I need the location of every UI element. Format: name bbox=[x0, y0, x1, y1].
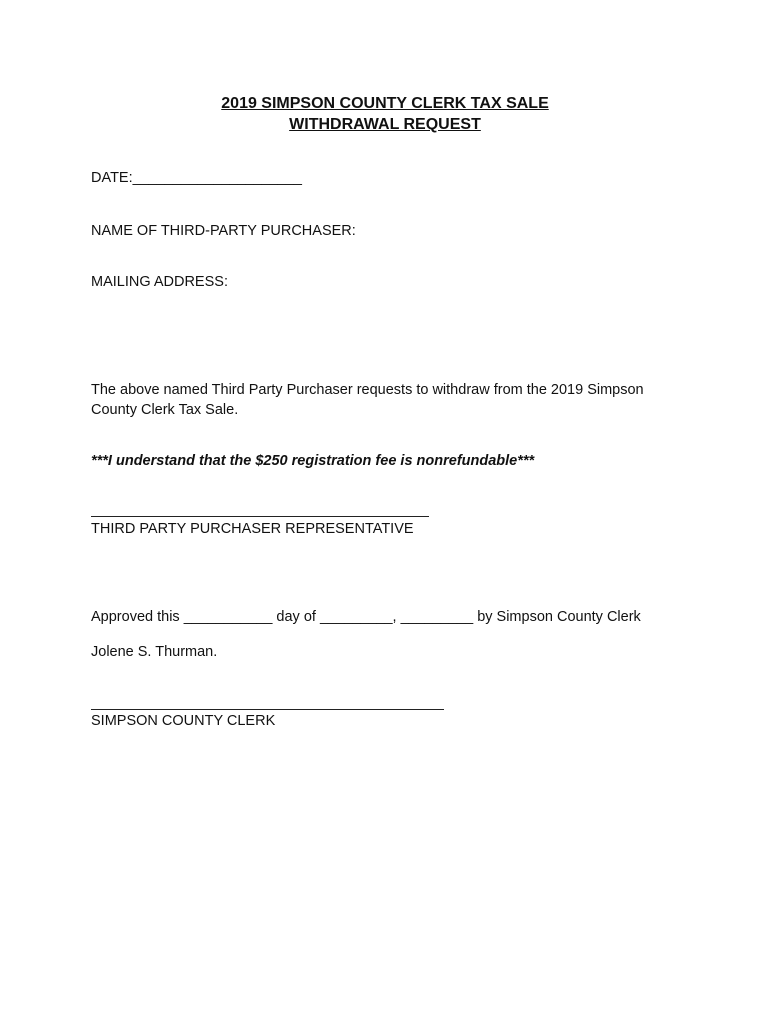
document-title-line-2: WITHDRAWAL REQUEST bbox=[289, 116, 481, 133]
date-field: DATE:_____________________ bbox=[91, 170, 302, 186]
clerk-name: Jolene S. Thurman. bbox=[91, 644, 218, 660]
clerk-signature-line bbox=[91, 709, 444, 710]
document-title-line-1: 2019 SIMPSON COUNTY CLERK TAX SALE bbox=[221, 95, 549, 112]
representative-signature-line bbox=[91, 516, 429, 517]
withdrawal-request-paragraph: The above named Third Party Purchaser requests to withdraw from the 2019 Simpson County Clerk Tax Sale. bbox=[91, 382, 644, 418]
approval-statement: Approved this ___________ day of _________, _________ by Simpson County Clerk bbox=[91, 609, 641, 625]
clerk-signature-label: SIMPSON COUNTY CLERK bbox=[91, 713, 276, 729]
nonrefundable-fee-notice: ***I understand that the $250 registration fee is nonrefundable*** bbox=[91, 453, 535, 469]
mailing-address-label: MAILING ADDRESS: bbox=[91, 274, 228, 290]
representative-signature-label: THIRD PARTY PURCHASER REPRESENTATIVE bbox=[91, 521, 414, 537]
purchaser-name-label: NAME OF THIRD-PARTY PURCHASER: bbox=[91, 223, 356, 239]
